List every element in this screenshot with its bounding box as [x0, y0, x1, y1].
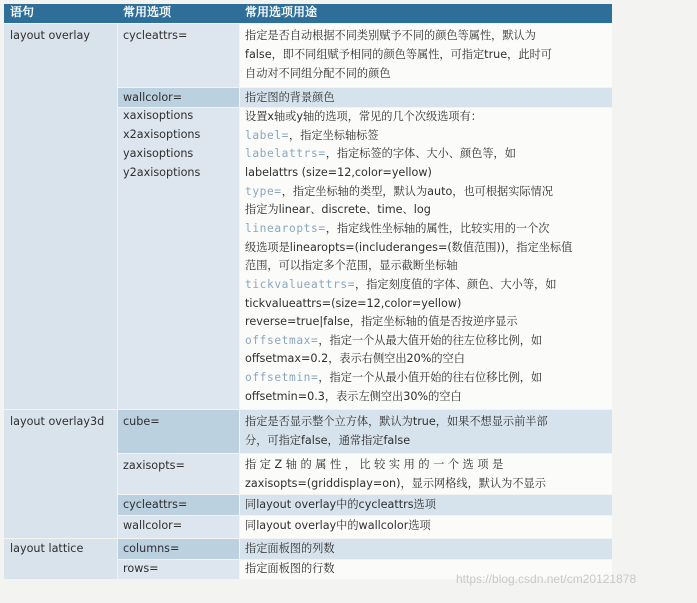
desc-axis-line-6 — [245, 200, 431, 220]
option-description-text: ，指定线性坐标轴的属性，比较实用的一个次 — [325, 221, 550, 235]
option-description-text: 设置x轴或y轴的选项，常见的几个次级选项有： — [245, 110, 482, 123]
option-columns: columns= — [123, 542, 180, 555]
header-statement: 语句 — [10, 5, 35, 19]
option-description-text: ，指定一个从最小值开始的往右位移比例，如 — [318, 371, 543, 385]
statement-lattice: layout lattice — [10, 542, 84, 555]
desc-axis-line-13 — [245, 331, 542, 351]
desc-cycleattrs-line-1: 指定是否自动根据不同类别赋予不同的颜色等属性，默认为 — [245, 29, 536, 42]
desc-wallcolor-line-1: 指定图的背景颜色 — [245, 91, 335, 104]
option-description-text: 范围，可以指定多个范围，显示截断坐标轴 — [245, 259, 458, 273]
option-keyword: labelattrs= — [245, 147, 326, 161]
watermark: https://blog.csdn.net/cm20121878 — [456, 572, 637, 586]
desc-cycleattrs-2-line-1: 同layout overlay中的cycleattrs选项 — [245, 498, 436, 511]
desc-wallcolor-2-line-1: 同layout overlay中的wallcolor选项 — [245, 519, 431, 532]
option-description-text: ，指定标签的字体、大小、颜色等，如 — [325, 147, 516, 161]
desc-axis-line-9 — [245, 256, 458, 276]
option-cube: cube= — [123, 415, 160, 428]
desc-rows-line-1: 指定面板图的行数 — [245, 562, 335, 575]
desc-columns-line-1: 指定面板图的列数 — [245, 542, 335, 555]
desc-axis-line-3 — [245, 144, 516, 164]
option-keyword: offsetmax= — [245, 333, 319, 347]
desc-cube-line-1: 指定是否显示整个立方体，默认为true，如果不想显示前半部 — [245, 415, 548, 428]
desc-axis-line-12 — [245, 312, 518, 332]
option-wallcolor: wallcolor= — [123, 91, 183, 104]
option-yaxisoptions: yaxisoptions — [123, 147, 194, 160]
option-description-text: reverse=true|false，指定坐标轴的值是否按逆序显示 — [245, 315, 518, 329]
option-cycleattrs: cycleattrs= — [123, 29, 188, 42]
option-wallcolor-2: wallcolor= — [123, 519, 183, 532]
desc-zaxisopts-line-2: zaxisopts=(griddisplay=on)，显示网格线，默认为不显示 — [245, 477, 546, 490]
option-keyword: linearopts= — [245, 221, 326, 235]
option-keyword: offsetmin= — [245, 371, 319, 385]
option-description-text: offsetmin=0.3，表示左侧空出30%的空白 — [245, 389, 462, 403]
option-description-text: ，指定刻度值的字体、颜色、大小等，如 — [355, 277, 557, 291]
desc-axis-line-8 — [245, 238, 572, 258]
desc-axis-line-7 — [245, 219, 549, 239]
option-description-text: ，指定坐标轴的类型，默认为auto，也可根据实际情况 — [281, 184, 553, 198]
desc-axis-line-1 — [245, 107, 482, 127]
option-y2axisoptions: y2axisoptions — [123, 166, 201, 179]
desc-axis-line-16 — [245, 387, 462, 407]
option-description-text: ，指定坐标轴标签 — [289, 128, 379, 142]
header-option: 常用选项 — [123, 5, 172, 19]
desc-axis-line-4 — [245, 163, 432, 183]
desc-zaxisopts-line-1: 指 定 Z 轴 的 属 性 ， 比 较 实 用 的 一 个 选 项 是 — [245, 458, 504, 471]
desc-cycleattrs-line-2: false，即不同组赋予相同的颜色等属性，可指定true，此时可 — [245, 48, 552, 61]
statement-cell-overlay — [4, 24, 117, 409]
desc-cycleattrs-line-3: 自动对不同组分配不同的颜色 — [245, 67, 391, 80]
option-description-text: offsetmax=0.2，表示右侧空出20%的空白 — [245, 352, 465, 366]
desc-axis-line-5 — [245, 182, 553, 202]
desc-cube-line-2: 分，可指定false，通常指定false — [245, 434, 411, 447]
option-description-text: ，指定一个从最大值开始的往左位移比例，如 — [318, 333, 543, 347]
option-cycleattrs-2: cycleattrs= — [123, 498, 188, 511]
option-description-text: labelattrs (size=12,color=yellow) — [245, 165, 432, 179]
option-x2axisoptions: x2axisoptions — [123, 128, 201, 141]
statement-overlay: layout overlay — [10, 29, 90, 42]
desc-axis-line-15 — [245, 368, 542, 388]
option-keyword: label= — [245, 128, 290, 142]
option-keyword: tickvalueattrs= — [245, 277, 356, 291]
desc-axis-line-10 — [245, 275, 556, 295]
option-xaxisoptions: xaxisoptions — [123, 109, 194, 122]
option-description-text: tickvalueattrs=(size=12,color=yellow) — [245, 296, 462, 310]
statement-overlay3d: layout overlay3d — [10, 415, 105, 428]
header-purpose: 常用选项用途 — [245, 5, 318, 19]
desc-axis-line-2 — [245, 126, 379, 146]
option-description-text: 指定为linear、discrete、time、log — [245, 203, 431, 217]
option-zaxisopts: zaxisopts= — [123, 459, 185, 472]
option-description-text: 级选项是linearopts=(includeranges=(数值范围))，指定坐标值 — [245, 240, 573, 254]
desc-axis-line-11 — [245, 294, 461, 314]
option-keyword: type= — [245, 184, 282, 198]
desc-axis-line-14 — [245, 349, 465, 369]
option-rows: rows= — [123, 562, 159, 575]
